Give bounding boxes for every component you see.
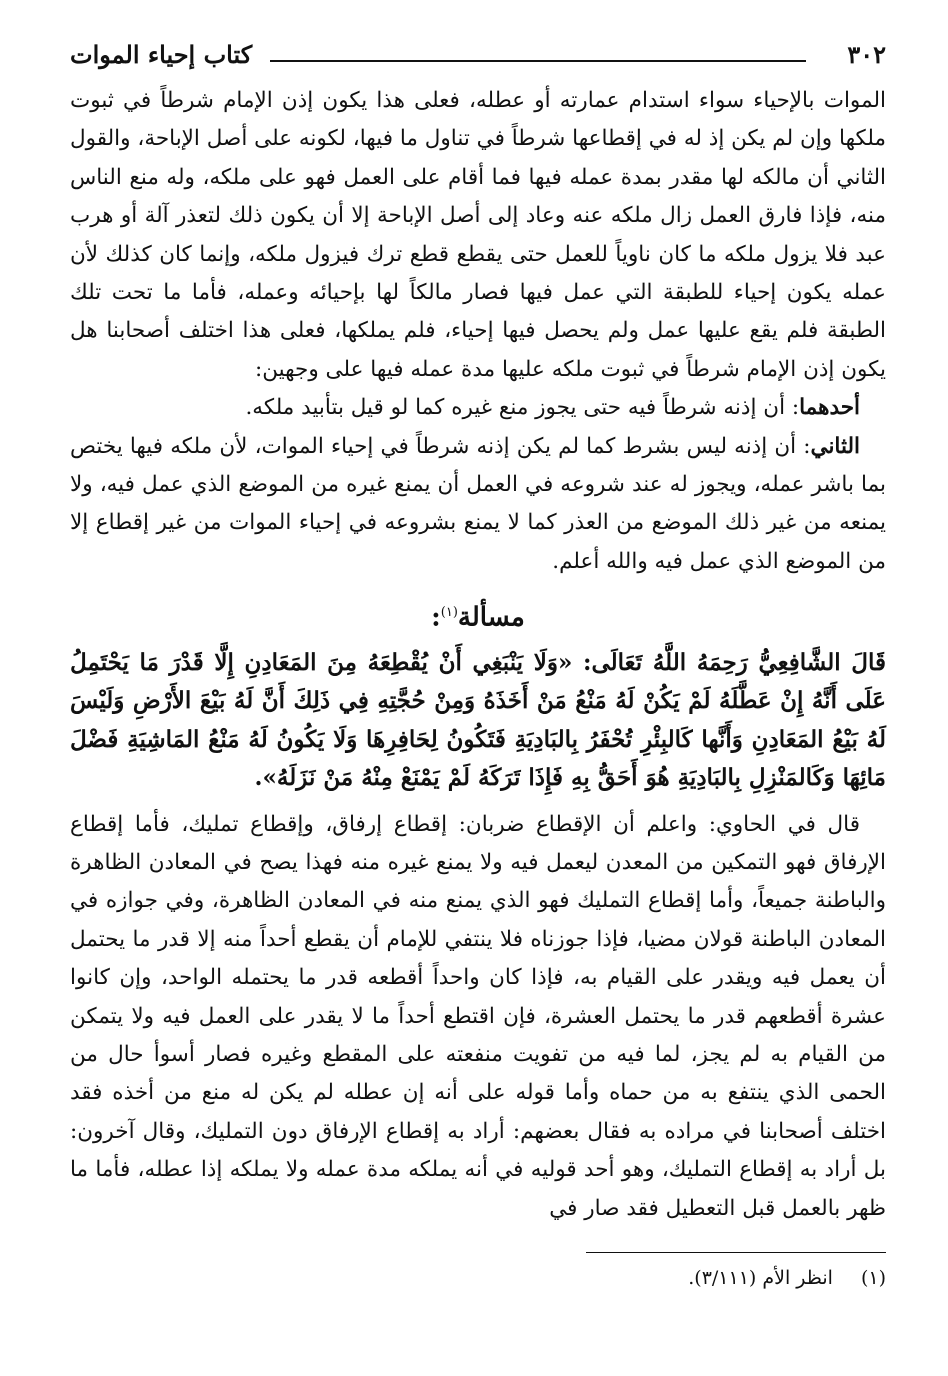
option-one-paragraph [70, 389, 886, 427]
footnote-text: انظر الأم (٣/١١١). [688, 1267, 833, 1290]
body-paragraph: الموات بالإحياء سواء استدام عمارته أو عطله، فعلى هذا يكون إذن الإمام شرطاً في ثبوت ملكها وإن لم يكن إذ له في إقطاعها شرطاً في تناول ما فيها، لكونه على أصل الإباحة، والقول الثاني أن مالكه لها مقدر بمدة عمله فيها فما أقام على العمل فهو على ملكه، وله منع الناس منه، فإذا فارق العمل زال ملكه عنه وعاد إلى أصل الإباحة إلا أن يكون ذلك لتعذر آلة أو هرب عبد فلا يزول ملكه ما كان ناوياً للعمل حتى يقطع قطع ترك فيزول ملكه، وإنما كان كذلك لأن عمله يكون إحياء للطبقة التي عمل فيها فصار مالكاً لها بإحيائه وعمله، فأما ما تحت تلك الطبقة فلم يقع عليها عمل ولم يحصل فيها إحياء، فلم يملكها، فعلى هذا اختلف أصحابنا هل يكون إذن الإمام شرطاً في ثبوت ملكه عليها مدة عمله فيها على وجهين: [70, 88, 886, 382]
section-title: مسألة [457, 602, 525, 633]
page-header [70, 38, 886, 82]
commentary-paragraph: قال في الحاوي: واعلم أن الإقطاع ضربان: إقطاع إرفاق، وإقطاع تمليك، فأما إقطاع الإرفاق فهو التمكين من المعدن ليعمل فيه ولا يمنع غيره منه فهذا يصح في المعادن الظاهرة والباطنة جميعاً، وأما إقطاع التمليك فهو الذي يمنع منه في المعادن الظاهرة، وفي جوازه في المعادن الباطنة قولان مضيا، فإذا جوزناه فلا ينتفي للإمام أن يقطع أحداً منه إلا قدر ما يحتمل أن يعمل فيه ويقدر على القيام به، فإذا كان واحداً أقطعه قدر ما يحتمله الواحد، وإن كانوا عشرة أقطعهم قدر ما يحتمل العشرة، فإن اقتطع أحداً ما لا يقدر على العمل فيه ولا يتمكن من القيام به لم يجز، لما فيه من تفويت منفعته على المقطع وغيره فصار أسوأ حال من الحمى الذي ينتفع به من حماه وأما قوله على أنه إن عطله لم يكن له منع من أخذه فقد اختلف أصحابنا في مراده به فقال بعضهم: أراد به إقطاع الإرفاق دون التمليك، وقال آخرون: بل أراد به إقطاع التمليك، وهو أحد قوليه في أنه يملكه مدة عمله ولا يملكه إذا عطله، فأما ما ظهر بالعمل قبل التعطيل فقد صار في [70, 811, 886, 1221]
option-two-paragraph [70, 428, 886, 582]
page-number: ٣٠٢ [847, 40, 886, 69]
book-title: كتاب إحياء الموات [70, 40, 253, 69]
footnote [70, 1263, 886, 1293]
option-one-label: أحدهما [799, 395, 860, 421]
option-two-text: : أن إذنه ليس بشرط كما لم يكن إذنه شرطاً في إحياء الموات، لأن ملكه فيها يختص بما باشر عمله، ويجوز له عند شروعه في العمل أن يمنع غيره من الموضع الذي عمل فيه، ولا يمنعه من غير ذلك الموضع من العذر كما لا يمنع بشروعه في إحياء الموات من غير إقطاع إلا من الموضع الذي عمل فيه والله أعلم. [70, 433, 886, 574]
document-page [70, 38, 886, 1293]
section-heading [70, 591, 886, 640]
section-colon: : [431, 602, 441, 633]
option-two-label: الثاني [810, 433, 860, 459]
footnote-reference: (١) [440, 605, 458, 621]
shafii-quote: قَالَ الشَّافِعِيُّ رَحِمَهُ اللَّهُ تَعَالَى: «وَلَا يَنْبَغِي أَنْ يُقْطِعَهُ مِنَ المَعَادِنِ إِلَّا قَدْرَ مَا يَحْتَمِلُ عَلَى أَنَّهُ إِنْ عَطَّلَهُ لَمْ يَكُنْ لَهُ مَنْعُ مَنْ أَخَذَهُ وَمِنْ حُجَّتِهِ فِي ذَلِكَ أَنَّ لَهُ بَيْعَ الأَرْضِ وَلَيْسَ لَهُ بَيْعُ المَعَادِنِ وَأَنَّها كَالبِئْرِ تُحْفَرُ بِالبَادِيَةِ فَتَكُونُ لِحَافِرِهَا وَلَا يَكُونُ لَهُ مَنْعُ المَاشِيَةِ فَضْلَ مَائِهَا وَكَالمَنْزِلِ بِالبَادِيَةِ هُوَ أَحَقُّ بِهِ فَإِذَا تَرَكَهُ لَمْ يَمْنَعْ مِنْهُ مَنْ نَزَلَهُ». [70, 648, 886, 792]
header-rule [270, 60, 806, 62]
footnote-divider [586, 1252, 886, 1253]
option-one-text: : أن إذنه شرطاً فيه حتى يجوز منع غيره كما لو قيل بتأبيد ملكه. [245, 395, 800, 421]
footnote-number: (١) [860, 1267, 886, 1290]
